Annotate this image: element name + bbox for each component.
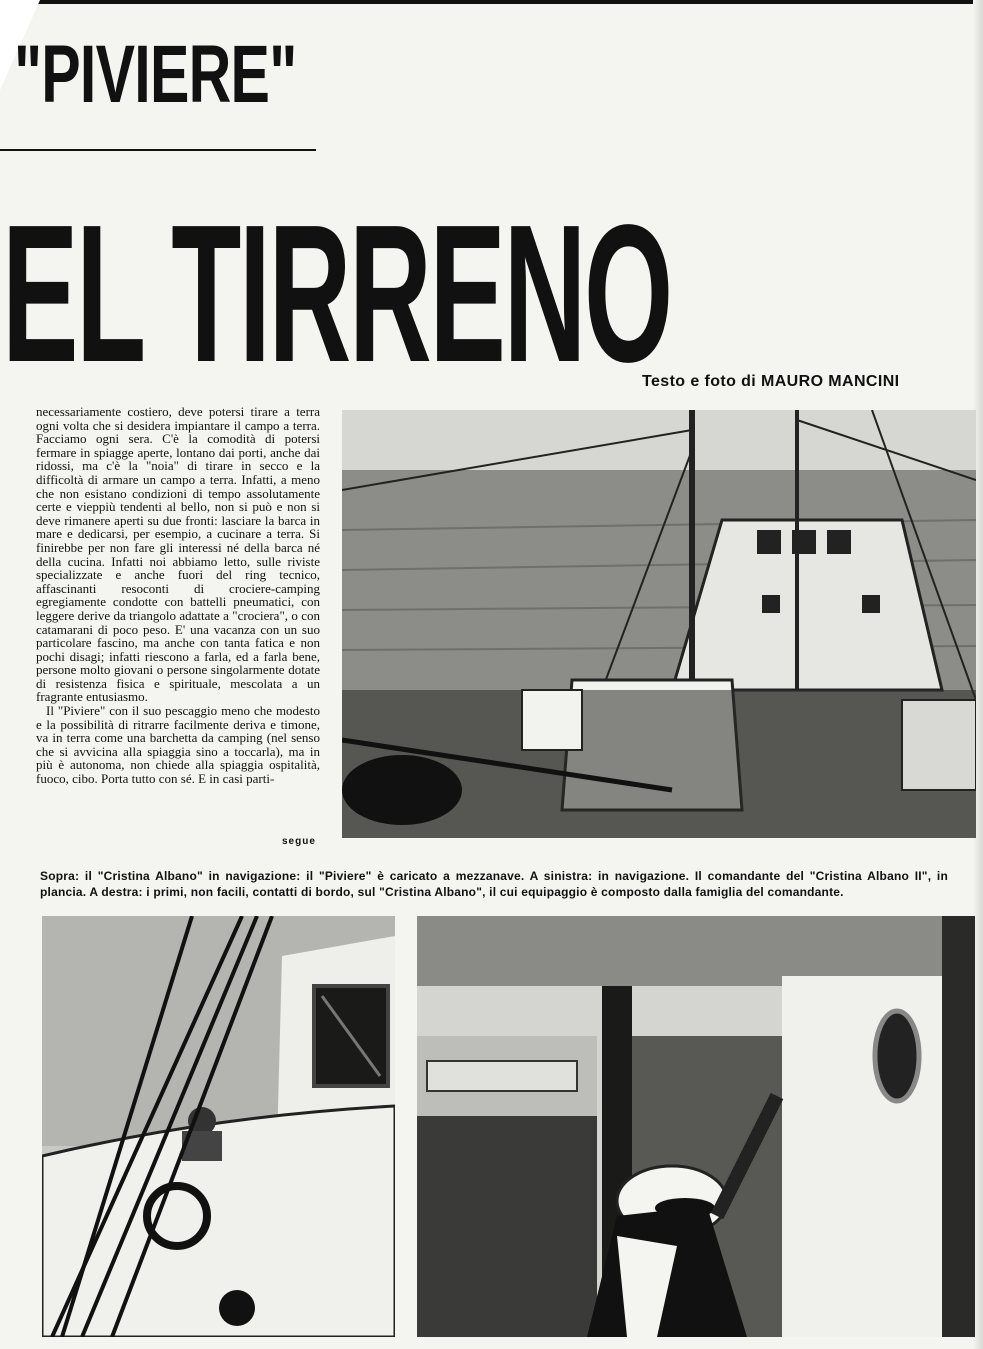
photo-caption: Sopra: il "Cristina Albano" in navigazione: il "Piviere" è caricato a mezzanave. A sinistra: in navigazione. Il comandante del "Cristina Albano II", in plancia. A destra: i primi, non facili, contatti di bordo, sul "Cristina Albano", il cui equipaggio è composto dalla famiglia del comandante. — [40, 869, 948, 899]
article-body — [36, 405, 320, 786]
continued-marker: segue — [282, 836, 316, 847]
body-paragraph: Il "Piviere" con il suo pescaggio meno che modesto e la possibilità di ritrarre facilmente deriva e timone, va in terra come una barchetta da camping (nel senso che si avvicina alla spiaggia sino a toccarla), ma in più è autonoma, non chiede alla spiaggia ospitalità, fuoco, cibo. Porta tutto con sé. E in casi parti- — [36, 703, 320, 787]
top-edge — [0, 0, 983, 4]
article-byline: Testo e foto di MAURO MANCINI — [642, 373, 900, 390]
bridge-illustration — [42, 916, 395, 1337]
photo-ship-at-sea — [342, 410, 976, 838]
ship-deck-illustration — [342, 410, 976, 838]
kicker-rule — [0, 149, 316, 151]
photo-captain-bridge — [42, 916, 395, 1337]
deck-port-illustration — [417, 916, 975, 1337]
photo-woman-on-deck — [417, 916, 975, 1337]
article-kicker: "PIVIERE" — [14, 29, 297, 120]
body-paragraph: necessariamente costiero, deve potersi tirare a terra ogni volta che si desidera impiantare il campo a terra. Facciamo ogni sera. C'è la comodità di potersi fermare in spiagge aperte, lontano dai porti, anche dai ridossi, ma c'è la "noia" di tirare in secco e la difficoltà di armare un campo a terra. Infatti, a meno che non esistano condizioni di tempo assolutamente certe e vieppiù tendenti al bello, non si può e non si deve rimanere aperti su due fronti: lasciare la barca in mare e dedicarsi, per esempio, a cucinare a terra. Si finirebbe per non fare gli interessi né della barca né della cucina. Infatti noi abbiamo letto, sulle riviste specializzate e anche fuori del ring tecnico, affascinanti resoconti di crociere-camping egregiamente condotte con battelli pneumatici, con leggere derive da triangolo adattate a "crociera", o con catamarani di poco peso. E' una vacanza con un suo particolare fascino, ma anche con tanta fatica e non pochi disagi; infatti riescono a farla, ed a farla bene, persone molto giovani o persone singolarmente dotate di resistenza fisica e spirituale, mescolata a un fragrante entusiasmo. — [36, 404, 320, 705]
article-headline: EL TIRRENO — [2, 184, 671, 403]
